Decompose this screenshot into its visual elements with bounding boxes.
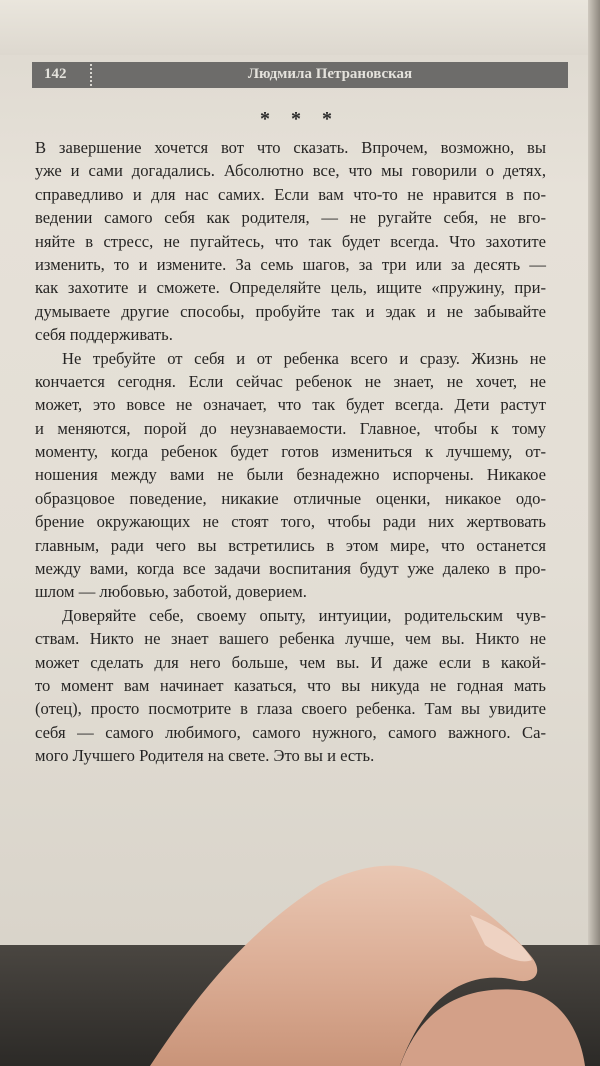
text-line: мого Лучшего Родителя на свете. Это вы и есть. bbox=[35, 746, 375, 766]
text-line: (отец), просто посмотрите в глаза своего ребенка. Там вы увидите bbox=[35, 699, 546, 719]
text-line: то момент вам начинает казаться, что вы никуда не годная мать bbox=[35, 675, 546, 695]
text-line: ствам. Никто не знает вашего ребенка лучше, чем вы. Никто не bbox=[35, 629, 546, 649]
section-separator: * * * bbox=[260, 108, 340, 130]
text-line: главным, ради чего вы встретились в этом мире, что останется bbox=[35, 535, 546, 555]
text-line: В завершение хочется вот что сказать. Впрочем, возможно, вы bbox=[35, 138, 546, 157]
text-line: думываете другие способы, пробуйте так и эдак и не забывайте bbox=[35, 301, 546, 321]
text-line: между вами, когда все задачи воспитания будут уже далеко в про- bbox=[35, 559, 546, 579]
text-line: брение окружающих не стоят того, чтобы ради них жертвовать bbox=[35, 512, 546, 532]
text-line: образцовое поведение, никакие отличные оценки, никакое одо- bbox=[35, 488, 546, 508]
text-line: как захотите и сможете. Определяйте цель, ищите «пружину, при- bbox=[35, 278, 546, 298]
text-line: ношения между вами не были безнадежно испорчены. Никакое bbox=[35, 465, 546, 485]
text-line: моменту, когда ребенок будет готов измениться к лучшему, от- bbox=[35, 442, 546, 462]
text-line: может, это вовсе не означает, что так будет всегда. Дети растут bbox=[35, 395, 546, 415]
text-line: ведении самого себя как родителя, — не ругайте себя, не вго- bbox=[35, 208, 546, 228]
author-name: Людмила Петрановская bbox=[247, 66, 413, 82]
text-line: Не требуйте от себя и от ребенка всего и сразу. Жизнь не bbox=[62, 348, 546, 368]
text-line: себя поддерживать. bbox=[35, 325, 173, 345]
text-line: может сделать для него больше, чем вы. И даже если в какой- bbox=[35, 652, 546, 672]
text-line: Доверяйте себе, своему опыту, интуиции, родительским чув- bbox=[62, 605, 546, 625]
text-line: шлом — любовью, заботой, доверием. bbox=[35, 582, 307, 602]
text-line: изменить, то и измените. За семь шагов, за три или за десять — bbox=[35, 254, 546, 274]
text-line: уже и сами догадались. Абсолютно все, что мы говорили о детях, bbox=[35, 161, 546, 181]
text-line: и меняются, порой до неузнаваемости. Главное, чтобы к тому bbox=[35, 418, 546, 438]
text-line: няйте в стресс, не пугайтесь, что так будет всегда. Что захотите bbox=[35, 231, 546, 251]
page-number: 142 bbox=[44, 66, 67, 82]
text-line: справедливо и для нас самих. Если вам что-то не нравится в по- bbox=[35, 184, 546, 204]
text-line: кончается сегодня. Если сейчас ребенок не знает, не хочет, не bbox=[35, 371, 546, 391]
text-line: себя — самого любимого, самого нужного, самого важного. Са- bbox=[35, 722, 546, 742]
